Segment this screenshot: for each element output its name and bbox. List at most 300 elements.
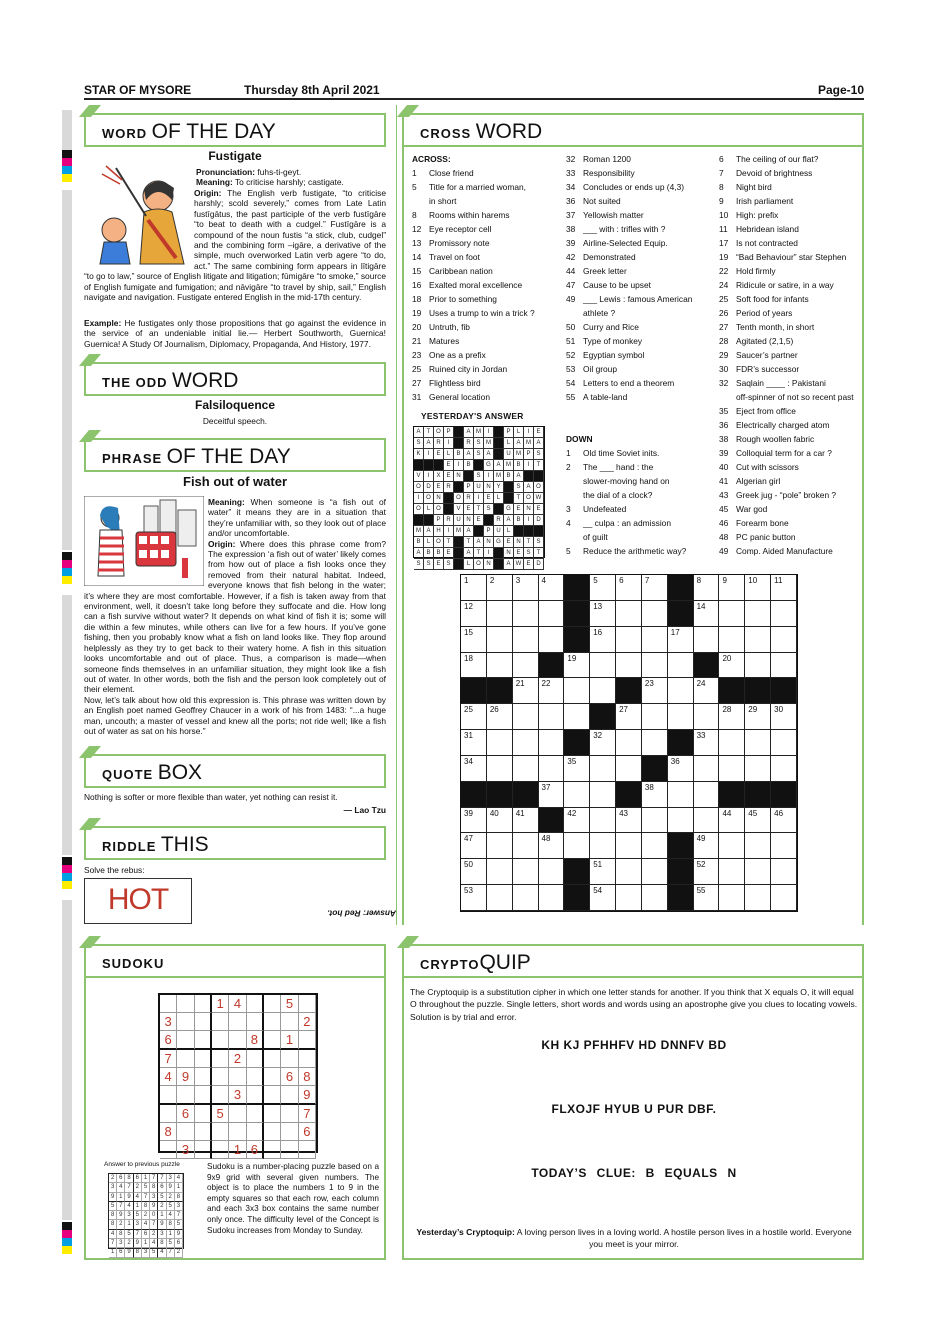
crossword-cell[interactable] — [487, 833, 513, 859]
crossword-cell[interactable] — [487, 601, 513, 627]
sudoku-cell: 3 — [160, 1013, 177, 1031]
black-square — [719, 678, 745, 704]
word-of-day-header — [84, 113, 386, 147]
clue-number: 39 — [566, 238, 576, 248]
crossword-cell[interactable] — [694, 756, 720, 782]
clue — [719, 236, 864, 250]
sudoku-cell[interactable] — [195, 1068, 212, 1086]
answer-cell: M — [484, 438, 494, 449]
crossword-cell[interactable] — [719, 756, 745, 782]
crossword-cell[interactable] — [745, 885, 771, 911]
crossword-cell[interactable] — [616, 808, 642, 834]
previous-sudoku-cell: 5 — [142, 1183, 150, 1192]
crossword-cell[interactable] — [771, 833, 797, 859]
crossword-cell[interactable] — [616, 575, 642, 601]
crossword-cell[interactable] — [564, 782, 590, 808]
crossword-cell[interactable] — [719, 575, 745, 601]
crossword-cell[interactable] — [539, 885, 565, 911]
crossword-cell[interactable] — [694, 885, 720, 911]
clue — [566, 320, 716, 334]
clue-text: Not suited — [583, 196, 621, 206]
crossword-cell[interactable] — [461, 575, 487, 601]
crossword-cell[interactable] — [590, 730, 616, 756]
sudoku-cell[interactable] — [195, 1123, 212, 1141]
cell-number: 35 — [567, 756, 577, 766]
crossword-cell[interactable] — [616, 833, 642, 859]
sudoku-cell[interactable] — [195, 1031, 212, 1050]
crossword-cell[interactable] — [745, 756, 771, 782]
crossword-cell[interactable] — [590, 782, 616, 808]
crossword-cell[interactable] — [539, 859, 565, 885]
crossword-cell[interactable] — [694, 627, 720, 653]
clue-number: 52 — [566, 350, 576, 360]
crossword-cell[interactable] — [668, 782, 694, 808]
crossword-cell[interactable] — [616, 704, 642, 730]
previous-sudoku-cell: 4 — [167, 1211, 175, 1220]
crossword-cell[interactable] — [487, 756, 513, 782]
crossword-cell[interactable] — [616, 730, 642, 756]
crossword-cell[interactable] — [771, 885, 797, 911]
crossword-cell[interactable] — [771, 704, 797, 730]
answer-cell: D — [534, 515, 544, 526]
cell-number: 50 — [464, 860, 473, 870]
sudoku-cell[interactable] — [299, 1031, 316, 1050]
crossword-cell[interactable] — [668, 756, 694, 782]
crossword-cell[interactable] — [590, 627, 616, 653]
answer-cell: E — [474, 515, 484, 526]
sudoku-cell[interactable] — [160, 1086, 177, 1105]
crossword-cell[interactable] — [513, 678, 539, 704]
crossword-cell[interactable] — [642, 627, 668, 653]
sudoku-cell[interactable] — [195, 1141, 212, 1159]
sudoku-cell[interactable] — [264, 1123, 281, 1141]
crossword-cell[interactable] — [564, 678, 590, 704]
answer-cell: S — [524, 548, 534, 559]
clue — [719, 390, 864, 404]
sudoku-cell[interactable] — [264, 1068, 281, 1086]
crossword-cell[interactable] — [590, 575, 616, 601]
crossword-cell[interactable] — [461, 859, 487, 885]
crossword-cell[interactable] — [719, 601, 745, 627]
sudoku-cell[interactable] — [160, 1141, 177, 1159]
sudoku-cell: 6 — [299, 1123, 316, 1141]
crossword-cell[interactable] — [642, 833, 668, 859]
crossword-cell[interactable] — [771, 601, 797, 627]
clue — [412, 236, 562, 250]
clue-number: 19 — [719, 252, 729, 262]
crossword-cell[interactable] — [694, 808, 720, 834]
sudoku-cell[interactable] — [281, 1123, 298, 1141]
phrase-of-day-phrase: Fish out of water — [183, 474, 287, 489]
sudoku-cell[interactable] — [264, 1105, 281, 1123]
crossword-cell[interactable] — [461, 756, 487, 782]
crossword-cell[interactable] — [616, 627, 642, 653]
crossword-cell[interactable] — [745, 653, 771, 679]
crossword-cell[interactable] — [461, 704, 487, 730]
sudoku-cell[interactable] — [229, 1105, 246, 1123]
sudoku-cell[interactable] — [195, 1105, 212, 1123]
sudoku-cell[interactable] — [212, 1013, 229, 1031]
crossword-cell[interactable] — [745, 859, 771, 885]
crossword-cell[interactable] — [668, 704, 694, 730]
crossword-cell[interactable] — [564, 704, 590, 730]
black-square — [487, 782, 513, 808]
answer-cell: E — [464, 504, 474, 515]
cell-number: 17 — [670, 627, 680, 637]
cell-number: 22 — [541, 679, 551, 689]
sudoku-cell[interactable] — [281, 1050, 298, 1068]
previous-sudoku-cell: 4 — [134, 1193, 142, 1202]
answer-cell: A — [424, 438, 434, 449]
crossword-cell[interactable] — [694, 601, 720, 627]
crossword-cell[interactable] — [616, 885, 642, 911]
previous-sudoku-cell: 3 — [109, 1183, 117, 1192]
sudoku-cell[interactable] — [247, 1013, 264, 1031]
crossword-cell[interactable] — [461, 833, 487, 859]
crossword-cell[interactable] — [513, 653, 539, 679]
cell-number: 30 — [774, 705, 784, 715]
crossword-cell[interactable] — [771, 808, 797, 834]
sudoku-cell[interactable] — [177, 1013, 194, 1031]
crossword-cell[interactable] — [616, 859, 642, 885]
crossword-cell[interactable] — [539, 627, 565, 653]
crossword-cell[interactable] — [539, 756, 565, 782]
crossword-cell[interactable] — [461, 627, 487, 653]
crossword-cell[interactable] — [745, 833, 771, 859]
sudoku-cell[interactable] — [264, 1013, 281, 1031]
sudoku-cell[interactable] — [264, 995, 281, 1013]
sudoku-cell[interactable] — [212, 1123, 229, 1141]
crossword-cell[interactable] — [564, 833, 590, 859]
sudoku-cell[interactable] — [177, 1123, 194, 1141]
answer-cell: R — [434, 438, 444, 449]
sudoku-cell[interactable] — [160, 1105, 177, 1123]
black-square — [694, 653, 720, 679]
clue — [566, 362, 716, 376]
crossword-cell[interactable] — [694, 859, 720, 885]
crossword-cell[interactable] — [487, 653, 513, 679]
clue-number: 24 — [719, 280, 729, 290]
crossword-cell[interactable] — [539, 782, 565, 808]
sudoku-cell[interactable] — [247, 1105, 264, 1123]
answer-cell: O — [474, 559, 484, 570]
sudoku-cell[interactable] — [195, 995, 212, 1013]
crossword-cell[interactable] — [719, 704, 745, 730]
answer-cell: V — [454, 504, 464, 515]
crossword-cell[interactable] — [616, 601, 642, 627]
sudoku-cell[interactable] — [299, 1050, 316, 1068]
crossword-cell[interactable] — [513, 627, 539, 653]
crossword-cell[interactable] — [694, 678, 720, 704]
sudoku-cell[interactable] — [264, 1050, 281, 1068]
crossword-cell[interactable] — [487, 704, 513, 730]
crossword-cell[interactable] — [616, 653, 642, 679]
crossword-cell[interactable] — [771, 756, 797, 782]
color-registration-mark — [62, 552, 72, 584]
sudoku-cell[interactable] — [299, 995, 316, 1013]
answer-cell: O — [414, 482, 424, 493]
crossword-cell[interactable] — [590, 653, 616, 679]
clue — [719, 306, 864, 320]
sudoku-cell[interactable] — [281, 1086, 298, 1105]
crossword-cell[interactable] — [513, 756, 539, 782]
clue — [566, 334, 716, 348]
clue-number: 37 — [566, 210, 576, 220]
sudoku-cell[interactable] — [299, 1141, 316, 1159]
answer-cell — [474, 460, 484, 471]
crossword-cell[interactable] — [745, 730, 771, 756]
sudoku-cell[interactable] — [264, 1141, 281, 1159]
answer-cell: R — [464, 438, 474, 449]
crossword-cell[interactable] — [668, 678, 694, 704]
paper-name: STAR OF MYSORE — [84, 83, 192, 97]
crossword-cell[interactable] — [642, 653, 668, 679]
clue-number — [566, 488, 583, 502]
clue-text: One as a prefix — [429, 350, 486, 360]
crossword-cell[interactable] — [487, 885, 513, 911]
crossword-cell[interactable] — [745, 808, 771, 834]
crossword-cell[interactable] — [487, 575, 513, 601]
answer-cell: I — [414, 493, 424, 504]
crossword-cell[interactable] — [616, 756, 642, 782]
crossword-cell[interactable] — [642, 782, 668, 808]
clue-number: 38 — [566, 224, 576, 234]
cell-number: 16 — [593, 627, 603, 637]
crossword-cell[interactable] — [642, 601, 668, 627]
sudoku-cell[interactable] — [281, 1105, 298, 1123]
answer-cell — [454, 548, 464, 559]
answer-cell: T — [464, 537, 474, 548]
crossword-cell[interactable] — [642, 808, 668, 834]
answer-cell: U — [474, 482, 484, 493]
sudoku-cell[interactable] — [229, 1031, 246, 1050]
sudoku-cell[interactable] — [281, 1013, 298, 1031]
answer-cell: H — [434, 526, 444, 537]
answer-cell: A — [414, 427, 424, 438]
sudoku-cell[interactable] — [247, 1068, 264, 1086]
crossword-cell[interactable] — [513, 601, 539, 627]
sudoku-cell[interactable] — [212, 1086, 229, 1105]
sudoku-cell[interactable] — [281, 1141, 298, 1159]
crossword-cell[interactable] — [461, 885, 487, 911]
crossword-cell[interactable] — [668, 808, 694, 834]
crossword-cell[interactable] — [642, 885, 668, 911]
sudoku-cell[interactable] — [264, 1031, 281, 1050]
crossword-cell[interactable] — [694, 833, 720, 859]
answer-cell: A — [464, 449, 474, 460]
crossword-cell[interactable] — [668, 653, 694, 679]
clue-text: Untruth, fib — [429, 322, 470, 332]
sudoku-cell[interactable] — [229, 1068, 246, 1086]
crossword-cell[interactable] — [564, 808, 590, 834]
crossword-cell[interactable] — [771, 730, 797, 756]
cell-number: 47 — [464, 834, 473, 844]
black-square — [513, 782, 539, 808]
previous-sudoku-cell: 6 — [158, 1183, 166, 1192]
sudoku-cell[interactable] — [195, 1050, 212, 1068]
sudoku-cell[interactable] — [229, 1123, 246, 1141]
clue-number — [566, 474, 583, 488]
sudoku-cell[interactable] — [160, 995, 177, 1013]
sudoku-cell[interactable] — [212, 1050, 229, 1068]
previous-sudoku-cell: 4 — [175, 1174, 183, 1183]
sudoku-cell[interactable] — [177, 1050, 194, 1068]
crossword-cell[interactable] — [487, 730, 513, 756]
crossword-cell[interactable] — [719, 808, 745, 834]
sudoku-cell: 1 — [212, 995, 229, 1013]
crossword-cell[interactable] — [590, 678, 616, 704]
crossword-cell[interactable] — [771, 627, 797, 653]
crossword-cell[interactable] — [719, 653, 745, 679]
clue-text: Saucer’s partner — [736, 350, 798, 360]
crossword-cell[interactable] — [590, 601, 616, 627]
crossword-cell[interactable] — [771, 653, 797, 679]
sudoku-cell[interactable] — [177, 995, 194, 1013]
crossword-cell[interactable] — [694, 704, 720, 730]
crossword-cell[interactable] — [694, 782, 720, 808]
clue-text: Algerian girl — [736, 476, 781, 486]
black-square — [539, 808, 565, 834]
previous-answer-label: Answer to previous puzzle — [104, 1161, 180, 1168]
answer-cell: P — [434, 515, 444, 526]
clue — [719, 404, 864, 418]
crossword-cell[interactable] — [513, 575, 539, 601]
answer-cell: B — [454, 449, 464, 460]
down-label: DOWN — [566, 434, 593, 444]
crossword-cell[interactable] — [745, 601, 771, 627]
crossword-cell[interactable] — [513, 833, 539, 859]
sudoku-cell[interactable] — [195, 1013, 212, 1031]
sudoku-cell[interactable] — [229, 1013, 246, 1031]
crossword-cell[interactable] — [694, 575, 720, 601]
crossword-cell[interactable] — [694, 730, 720, 756]
clue — [719, 152, 864, 166]
sudoku-cell[interactable] — [264, 1086, 281, 1105]
crossword-cell[interactable] — [719, 885, 745, 911]
crossword-cell[interactable] — [564, 756, 590, 782]
answer-cell: N — [484, 482, 494, 493]
crossword-cell[interactable] — [745, 575, 771, 601]
crossword-cell[interactable] — [513, 859, 539, 885]
crossword-cell[interactable] — [642, 859, 668, 885]
previous-sudoku-cell: 3 — [134, 1220, 142, 1229]
crossword-cell[interactable] — [539, 704, 565, 730]
sudoku-cell[interactable] — [177, 1086, 194, 1105]
crossword-cell[interactable] — [590, 808, 616, 834]
clue-number: 15 — [412, 266, 422, 276]
clue-text: Cause to be upset — [583, 280, 651, 290]
crossword-cell[interactable] — [590, 756, 616, 782]
word-of-day-word: Fustigate — [208, 149, 262, 163]
clue-text: of guilt — [583, 532, 608, 542]
clue-number: 21 — [412, 336, 422, 346]
crossword-cell[interactable] — [539, 575, 565, 601]
black-square — [564, 859, 590, 885]
answer-cell: L — [424, 537, 434, 548]
crossword-cell[interactable] — [564, 653, 590, 679]
answer-cell: B — [464, 460, 474, 471]
answer-cell — [494, 548, 504, 559]
crossword-cell[interactable] — [487, 627, 513, 653]
sudoku-cell[interactable] — [212, 1141, 229, 1159]
clue — [566, 292, 716, 306]
sudoku-cell[interactable] — [247, 1086, 264, 1105]
crossword-cell[interactable] — [590, 859, 616, 885]
crossword-cell[interactable] — [642, 678, 668, 704]
clue — [719, 264, 864, 278]
crossword-cell[interactable] — [719, 833, 745, 859]
crossword-cell[interactable] — [513, 704, 539, 730]
crossword-cell[interactable] — [719, 730, 745, 756]
crossword-cell[interactable] — [642, 704, 668, 730]
answer-cell: E — [534, 504, 544, 515]
crossword-cell[interactable] — [461, 601, 487, 627]
clue-number: 5 — [412, 182, 417, 192]
header-small: PHRASE — [102, 451, 163, 466]
crossword-cell[interactable] — [771, 859, 797, 885]
crossword-cell[interactable] — [590, 833, 616, 859]
sudoku-cell[interactable] — [247, 995, 264, 1013]
previous-sudoku-cell: 7 — [150, 1220, 158, 1229]
previous-sudoku-cell: 8 — [167, 1220, 175, 1229]
crossword-cell[interactable] — [461, 730, 487, 756]
label: Example: — [84, 318, 122, 328]
sudoku-cell[interactable] — [195, 1086, 212, 1105]
clue — [566, 306, 716, 320]
crossword-cell[interactable] — [590, 885, 616, 911]
sudoku-cell[interactable] — [247, 1123, 264, 1141]
crossword-cell[interactable] — [642, 730, 668, 756]
answer-cell: G — [494, 537, 504, 548]
crossword-cell[interactable] — [487, 808, 513, 834]
rebus-text: HOT — [107, 883, 169, 916]
crossword-cell[interactable] — [745, 704, 771, 730]
crossword-cell[interactable] — [668, 627, 694, 653]
clue — [566, 502, 716, 516]
crossword-cell[interactable] — [745, 627, 771, 653]
crossword-cell[interactable] — [539, 730, 565, 756]
clue-number: 22 — [719, 266, 729, 276]
margin-bar — [62, 110, 72, 150]
crossword-cell[interactable] — [513, 730, 539, 756]
crossword-cell[interactable] — [461, 808, 487, 834]
crossword-cell[interactable] — [719, 859, 745, 885]
crossword-cell[interactable] — [461, 653, 487, 679]
crossword-cell[interactable] — [539, 601, 565, 627]
answer-cell: O — [434, 537, 444, 548]
label: Yesterday’s Cryptoquip: — [416, 1227, 515, 1237]
crossword-cell[interactable] — [771, 575, 797, 601]
margin-bar — [62, 595, 72, 855]
clue — [719, 180, 864, 194]
crossword-cell[interactable] — [513, 808, 539, 834]
crossword-cell[interactable] — [513, 885, 539, 911]
answer-cell: O — [454, 493, 464, 504]
sudoku-cell[interactable] — [177, 1031, 194, 1050]
crossword-cell[interactable] — [539, 833, 565, 859]
sudoku-cell[interactable] — [212, 1068, 229, 1086]
sudoku-cell[interactable] — [247, 1050, 264, 1068]
sudoku-cell[interactable] — [212, 1031, 229, 1050]
answer-cell: A — [494, 460, 504, 471]
clue-text: Egyptian symbol — [583, 350, 645, 360]
crossword-cell[interactable] — [487, 859, 513, 885]
crossword-cell[interactable] — [539, 678, 565, 704]
crossword-cell[interactable] — [642, 575, 668, 601]
answer-cell: U — [454, 515, 464, 526]
cryptoquip-intro: The Cryptoquip is a substitution cipher in which one letter stands for another. If you think that X equals O, it will equal O throughout the puzzle. Single letters, short words and words using an apostrophe give you clues to locating vowels. Solution is by trial and error. — [410, 987, 858, 1022]
crossword-cell[interactable] — [719, 627, 745, 653]
